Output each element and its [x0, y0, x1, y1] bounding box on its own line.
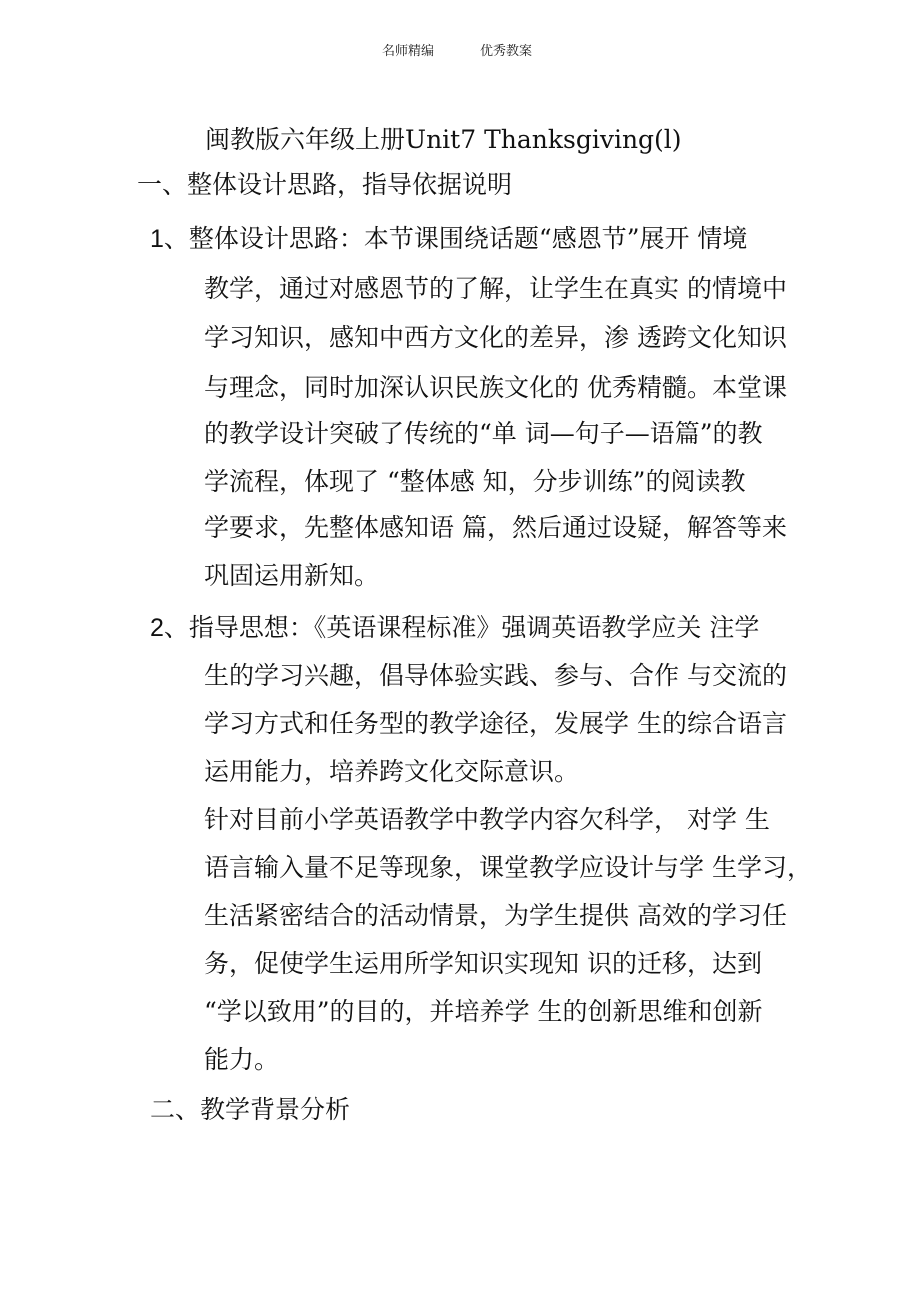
item-2-line-3: 学习方式和任务型的教学途径，发展学 生的综合语言 — [204, 709, 787, 738]
item-2-line-7: 生活紧密结合的活动情景，为学生提供 高效的学习任 — [204, 901, 787, 930]
item-2-text-1: 、指导思想：《英语课程标准》强调英语教学应关 注学 — [163, 613, 760, 642]
item-2-line-10: 能力。 — [204, 1045, 280, 1074]
item-1-line-2: 教学，通过对感恩节的了解，让学生在真实 的情境中 — [204, 274, 787, 303]
item-1-text-1: 、整体设计思路：本节课围绕话题“感恩节”展开 情境 — [163, 224, 748, 253]
item-2-line-9: “学以致用”的目的，并培养学 生的创新思维和创新 — [204, 997, 763, 1026]
item-2-line-6: 语言输入量不足等现象，课堂教学应设计与学 生学习， — [204, 853, 812, 882]
item-1-line-3: 学习知识，感知中西方文化的差异，渗 透跨文化知识 — [204, 323, 787, 352]
item-2-line-2: 生的学习兴趣，倡导体验实践、参与、合作 与交流的 — [204, 661, 787, 690]
section-2-heading: 二、教学背景分析 — [150, 1095, 351, 1124]
item-2-line-4: 运用能力，培养跨文化交际意识。 — [204, 757, 580, 786]
document-title: 闽教版六年级上册Unit7 Thanksgiving(l) — [205, 125, 682, 154]
item-1-line-7: 学要求，先整体感知语 篇，然后通过设疑，解答等来 — [204, 513, 787, 542]
header-left-text: 名师精编 — [382, 44, 435, 59]
header-right-text: 优秀教案 — [480, 44, 533, 59]
item-1-line-8: 巩固运用新知。 — [204, 561, 380, 590]
item-1-line-6: 学流程，体现了 “整体感 知，分步训练”的阅读教 — [204, 467, 746, 496]
item-1-line-5: 的教学设计突破了传统的“单 词—句子—语篇”的教 — [204, 419, 763, 448]
page-header — [0, 40, 920, 60]
item-2-line-5: 针对目前小学英语教学中教学内容欠科学， 对学 生 — [204, 805, 770, 834]
item-1-line-1 — [150, 222, 747, 256]
item-2-line-8: 务，促使学生运用所学知识实现知 识的迁移，达到 — [204, 949, 762, 978]
section-1-heading: 一、整体设计思路，指导依据说明 — [137, 170, 513, 199]
item-1-number: 1 — [150, 225, 164, 253]
item-2-line-1 — [150, 611, 759, 645]
item-2-number: 2 — [150, 614, 164, 642]
item-1-line-4: 与理念，同时加深认识民族文化的 优秀精髓。本堂课 — [204, 373, 787, 402]
